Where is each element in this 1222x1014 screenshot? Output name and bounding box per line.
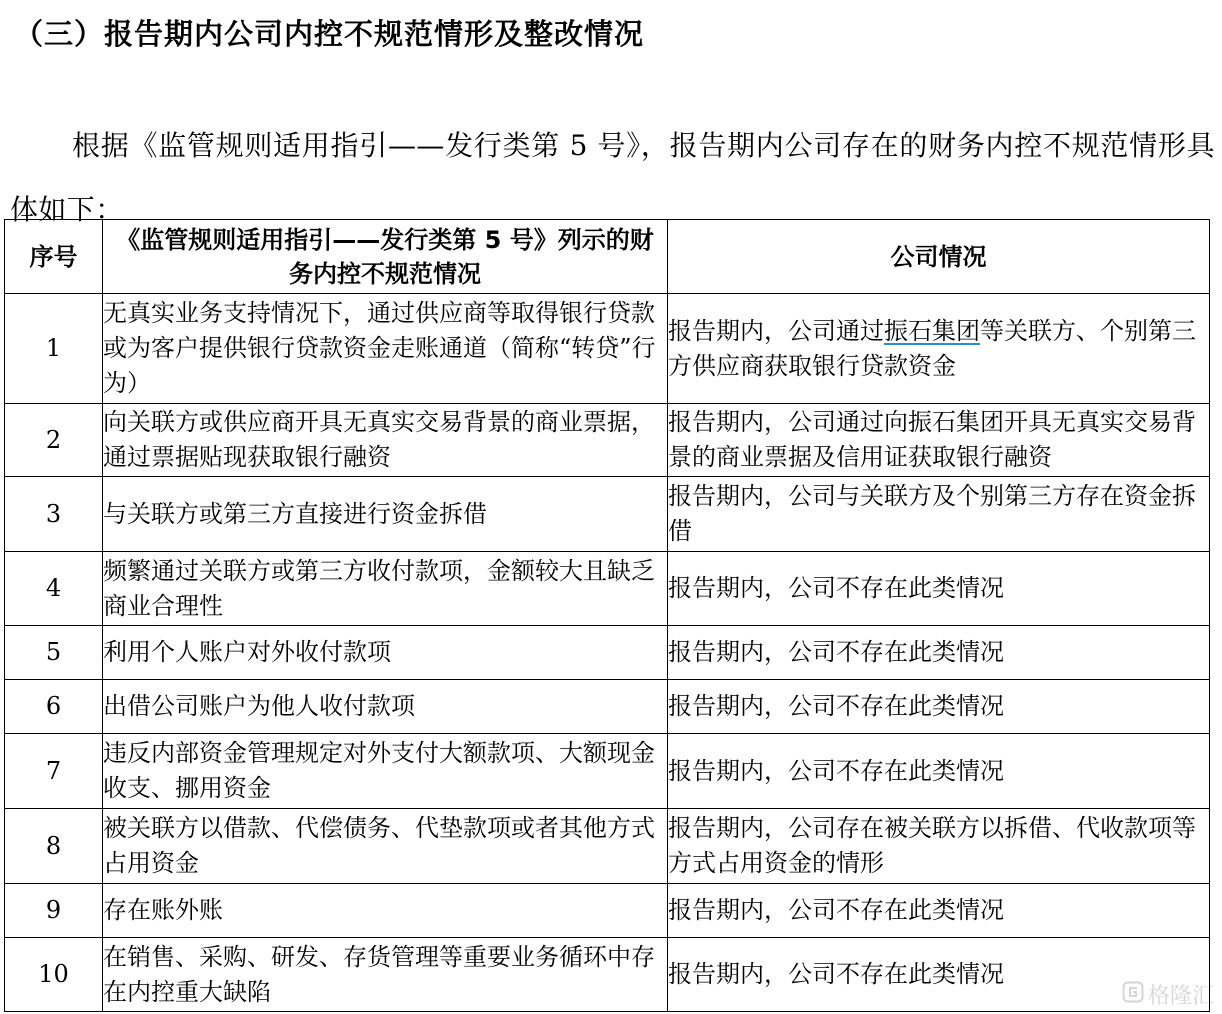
row-number: 10 — [5, 938, 103, 1012]
row-company-status: 报告期内，公司不存在此类情况 — [668, 734, 1210, 809]
internal-control-table — [4, 219, 1210, 1012]
row-number: 3 — [5, 477, 103, 552]
table-row — [5, 404, 1210, 477]
table-row — [5, 938, 1210, 1012]
row-company-status: 报告期内，公司不存在此类情况 — [668, 680, 1210, 734]
section-heading: （三）报告期内公司内控不规范情形及整改情况 — [14, 17, 645, 51]
row-regulation-item: 无真实业务支持情况下，通过供应商等取得银行贷款或为客户提供银行贷款资金走账通道（简称“转贷”行为） — [103, 294, 668, 404]
row-regulation-item: 违反内部资金管理规定对外支付大额款项、大额现金收支、挪用资金 — [103, 734, 668, 809]
row-number: 6 — [5, 680, 103, 734]
related-party-link[interactable]: 振石集团 — [884, 316, 980, 345]
row-regulation-item: 向关联方或供应商开具无真实交易背景的商业票据，通过票据贴现获取银行融资 — [103, 404, 668, 477]
row-company-status: 报告期内，公司与关联方及个别第三方存在资金拆借 — [668, 477, 1210, 552]
status-text-pre: 报告期内，公司通过 — [668, 316, 884, 345]
row-number: 1 — [5, 294, 103, 404]
table-row — [5, 477, 1210, 552]
row-company-status: 报告期内，公司不存在此类情况 — [668, 884, 1210, 938]
table-row — [5, 734, 1210, 809]
row-number: 9 — [5, 884, 103, 938]
row-regulation-item: 频繁通过关联方或第三方收付款项，金额较大且缺乏商业合理性 — [103, 552, 668, 626]
watermark-text: 格隆汇 — [1147, 984, 1214, 1009]
watermark — [1122, 979, 1214, 1010]
status-text-post: 等关联方、个别第三方供应商获取银行贷款资金 — [668, 316, 1196, 380]
row-company-status: 报告期内，公司不存在此类情况 — [668, 552, 1210, 626]
header-regulation-item: 《监管规则适用指引——发行类第 5 号》列示的财务内控不规范情况 — [103, 220, 668, 294]
row-company-status: 报告期内，公司存在被关联方以拆借、代收款项等方式占用资金的情形 — [668, 809, 1210, 884]
row-number: 2 — [5, 404, 103, 477]
table-row — [5, 552, 1210, 626]
row-company-status: 报告期内，公司不存在此类情况 — [668, 938, 1210, 1012]
table-row — [5, 680, 1210, 734]
row-company-status — [668, 294, 1210, 404]
row-number: 5 — [5, 626, 103, 680]
row-regulation-item: 利用个人账户对外收付款项 — [103, 626, 668, 680]
header-company-status: 公司情况 — [668, 220, 1210, 294]
table-row — [5, 294, 1210, 404]
row-company-status: 报告期内，公司通过向振石集团开具无真实交易背景的商业票据及信用证获取银行融资 — [668, 404, 1210, 477]
row-regulation-item: 存在账外账 — [103, 884, 668, 938]
gelonghui-logo-icon — [1122, 981, 1144, 1009]
row-regulation-item: 被关联方以借款、代偿债务、代垫款项或者其他方式占用资金 — [103, 809, 668, 884]
table-row — [5, 809, 1210, 884]
row-regulation-item: 与关联方或第三方直接进行资金拆借 — [103, 477, 668, 552]
row-regulation-item: 在销售、采购、研发、存货管理等重要业务循环中存在内控重大缺陷 — [103, 938, 668, 1012]
table-row — [5, 884, 1210, 938]
row-number: 8 — [5, 809, 103, 884]
row-number: 4 — [5, 552, 103, 626]
table-row — [5, 626, 1210, 680]
row-company-status: 报告期内，公司不存在此类情况 — [668, 626, 1210, 680]
table-header-row — [5, 220, 1210, 294]
row-regulation-item: 出借公司账户为他人收付款项 — [103, 680, 668, 734]
header-no: 序号 — [5, 220, 103, 294]
intro-paragraph: 根据《监管规则适用指引——发行类第 5 号》，报告期内公司存在的财务内控不规范情形具体如下： — [10, 129, 1215, 226]
row-number: 7 — [5, 734, 103, 809]
